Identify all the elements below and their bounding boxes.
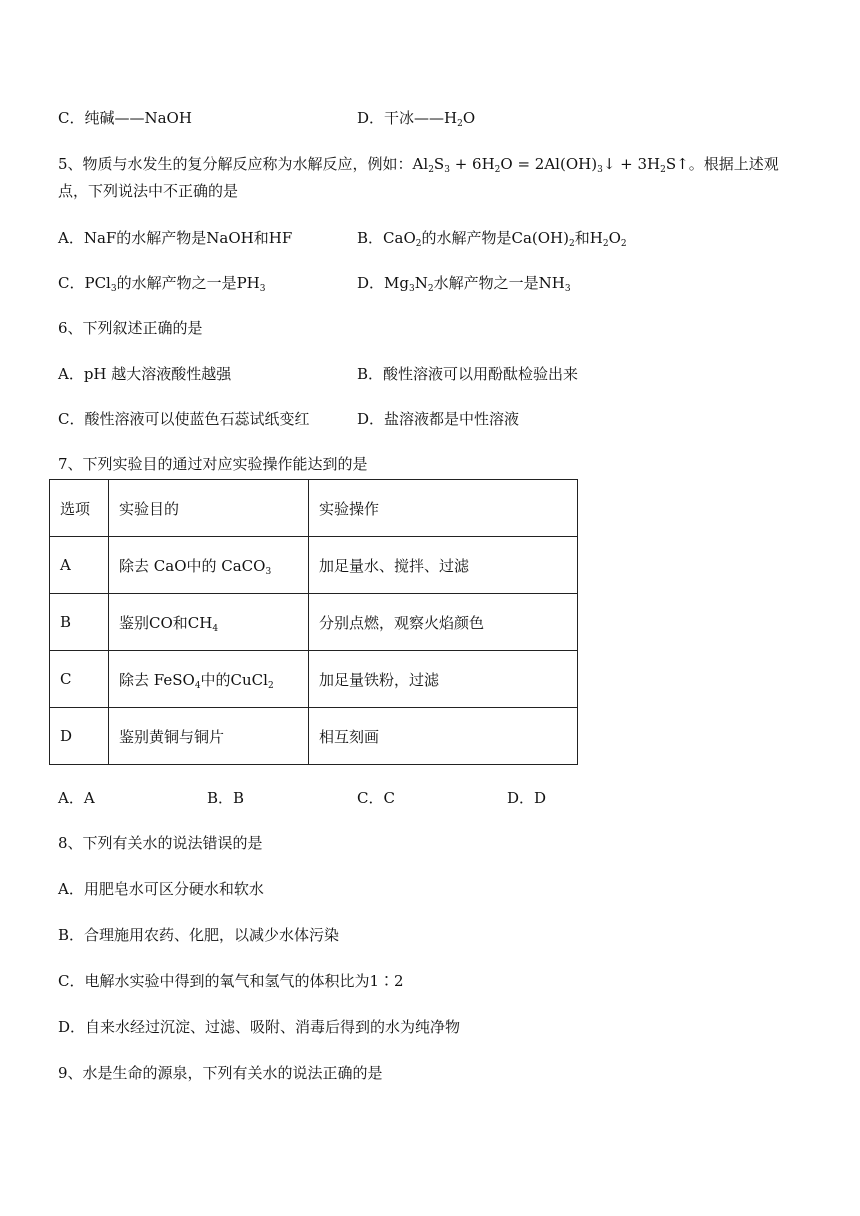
table-cell-operation: 加足量铁粉，过滤 bbox=[309, 651, 578, 708]
table-cell-goal: 除去 CaO中的 CaCO$_3$ bbox=[109, 537, 309, 594]
q7-table bbox=[49, 479, 578, 765]
q8-option-d: D．自来水经过沉淀、过滤、吸附、消毒后得到的水为纯净物 bbox=[58, 1018, 461, 1036]
q6-option-d: D．盐溶液都是中性溶液 bbox=[357, 410, 520, 428]
table-header-cell: 实验目的 bbox=[109, 480, 309, 537]
table-cell-option: A bbox=[50, 537, 109, 594]
q5-option-c: C．PCl$_3$的水解产物之一是$PH_3$ bbox=[58, 274, 266, 294]
table-row bbox=[50, 594, 578, 651]
q5-option-d: D．$Mg_3N_2$水解产物之一是$NH_3$ bbox=[357, 274, 571, 294]
table-row bbox=[50, 537, 578, 594]
q7-stem: 7、下列实验目的通过对应实验操作能达到的是 bbox=[58, 455, 368, 473]
table-header-cell: 实验操作 bbox=[309, 480, 578, 537]
table-cell-goal: 鉴别黄铜与铜片 bbox=[109, 708, 309, 765]
table-cell-option: D bbox=[50, 708, 109, 765]
q5-stem: 5、物质与水发生的复分解反应称为水解反应，例如：$Al_2S_3 + 6H_2O$ = $2Al(OH)_3↓$ + $3H_2S↑$。根据上述观 点，下列说法中不正确的是 bbox=[58, 155, 779, 200]
q8-stem: 8、下列有关水的说法错误的是 bbox=[58, 834, 263, 852]
table-row bbox=[50, 708, 578, 765]
q8-option-a: A．用肥皂水可区分硬水和软水 bbox=[58, 880, 264, 898]
q7-choice-c: C．C bbox=[357, 789, 395, 807]
q4-option-d: D．干冰$——H_2O$ bbox=[357, 109, 476, 129]
table-row bbox=[50, 651, 578, 708]
table-cell-goal: 鉴别CO和$CH_4$ bbox=[109, 594, 309, 651]
q6-option-b: B．酸性溶液可以用酚酞检验出来 bbox=[357, 365, 579, 383]
q7-choice-a: A．A bbox=[58, 789, 95, 807]
table-cell-option: B bbox=[50, 594, 109, 651]
q7-choice-b: B．B bbox=[207, 789, 245, 807]
table-cell-option: C bbox=[50, 651, 109, 708]
q8-option-b: B．合理施用农药、化肥，以减少水体污染 bbox=[58, 926, 340, 944]
q6-option-c: C．酸性溶液可以使蓝色石蕊试纸变红 bbox=[58, 410, 310, 428]
table-cell-operation: 相互刻画 bbox=[309, 708, 578, 765]
table-header-row bbox=[50, 480, 578, 537]
q6-stem: 6、下列叙述正确的是 bbox=[58, 319, 203, 337]
q9-stem: 9、水是生命的源泉，下列有关水的说法正确的是 bbox=[58, 1064, 383, 1082]
table-cell-operation: 分别点燃，观察火焰颜色 bbox=[309, 594, 578, 651]
q8-option-c: C．电解水实验中得到的氧气和氢气的体积比为1∶2 bbox=[58, 972, 404, 990]
q5-option-b: B．CaO$_2$的水解产物是$Ca(OH)_2$和$H_2O_2$ bbox=[357, 229, 627, 249]
q7-choice-d: D．D bbox=[507, 789, 547, 807]
q5-option-a: A．NaF的水解产物是NaOH和HF bbox=[58, 229, 293, 247]
table-header-cell: 选项 bbox=[50, 480, 109, 537]
table-cell-goal: 除去 FeSO$_4$中的CuCl$_2$ bbox=[109, 651, 309, 708]
q4-option-c: C．纯碱——NaOH bbox=[58, 109, 192, 127]
q6-option-a: A．pH 越大溶液酸性越强 bbox=[58, 365, 232, 383]
table-cell-operation: 加足量水、搅拌、过滤 bbox=[309, 537, 578, 594]
